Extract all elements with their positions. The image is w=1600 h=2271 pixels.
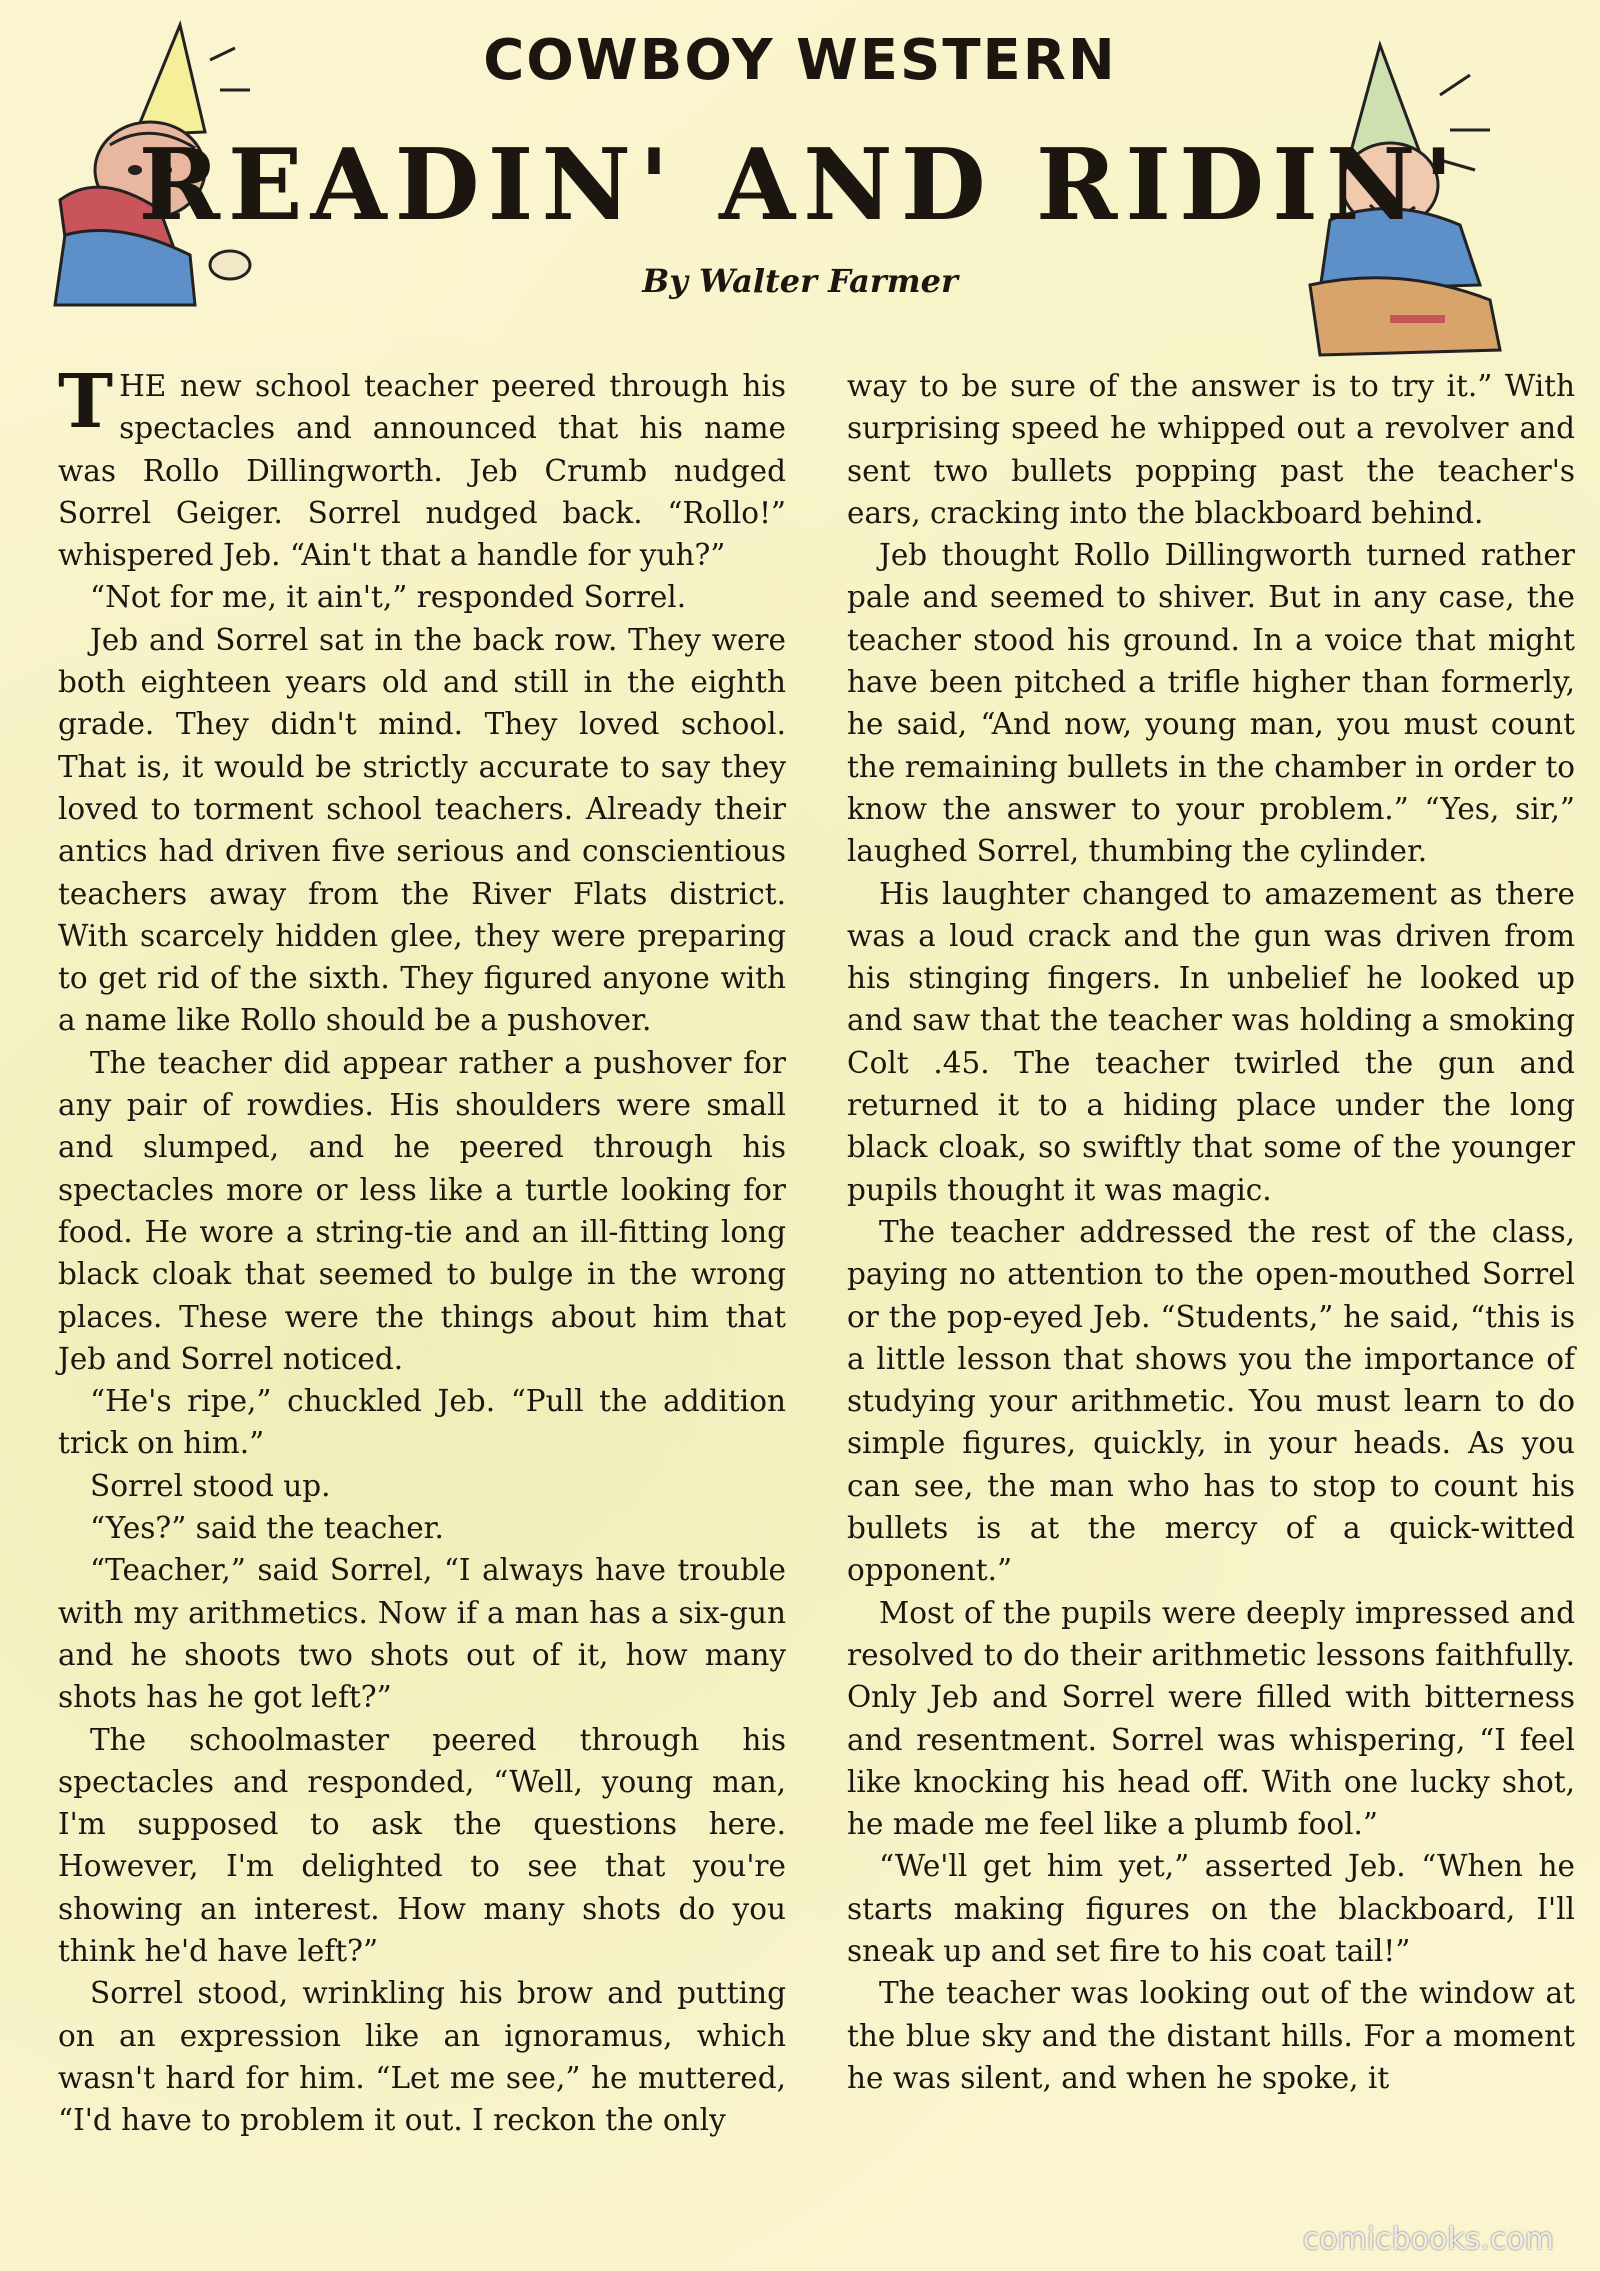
story-title: READIN' AND RIDIN' [138, 128, 1462, 243]
paragraph: “He's ripe,” chuckled Jeb. “Pull the addition trick on him.” [58, 1384, 786, 1461]
left-column [58, 359, 786, 2141]
paragraph: Most of the pupils were deeply impressed and resolved to do their arithmetic lessons faithfully. Only Jeb and Sorrel were filled with bitterness and resentment. Sorrel was whispering, “I feel like knocking his head off. With one lucky shot, he made me feel like a plumb fool.” [847, 1595, 1575, 1842]
watermark: comicbooks.com [1302, 2222, 1554, 2257]
paragraph: The teacher addressed the rest of the class, paying no attention to the open-mouthed Sorrel or the pop-eyed Jeb. “Students,” he said, “this is a little lesson that shows you the importance of studying your arithmetic. You must learn to do simple figures, quickly, in your heads. As you can see, the man who has to stop to count his bullets is at the mercy of a quick-witted opponent.” [847, 1214, 1575, 1588]
paragraph: “Teacher,” said Sorrel, “I always have trouble with my arithmetics. Now if a man has a six-gun and he shoots two shots out of it, how many shots has he got left?” [58, 1553, 786, 1715]
series-title: COWBOY WESTERN [483, 28, 1117, 93]
paragraph: way to be sure of the answer is to try it.” With surprising speed he whipped out a revolver and sent two bullets popping past the teacher's ears, cracking into the blackboard behind. [847, 369, 1575, 530]
paragraph: The teacher was looking out of the window at the blue sky and the distant hills. For a moment he was silent, and when he spoke, it [847, 1976, 1575, 2095]
right-column [847, 365, 1575, 2099]
paragraph: “Yes?” said the teacher. [90, 1511, 444, 1546]
paragraph: “Not for me, it ain't,” responded Sorrel. [90, 580, 687, 615]
paragraph: THE new school teacher peered through his spectacles and announced that his name was Rollo Dillingworth. Jeb Crumb nudged Sorrel Geiger. Sorrel nudged back. “Rollo!” whispered Jeb. “Ain't that a handle for yuh?” [58, 359, 786, 573]
drop-cap: T [58, 359, 114, 445]
paragraph: Sorrel stood up. [90, 1468, 331, 1503]
paragraph: “We'll get him yet,” asserted Jeb. “When he starts making figures on the blackboard, I'll sneak up and set fire to his coat tail!” [847, 1849, 1575, 1968]
paragraph: Jeb and Sorrel sat in the back row. They were both eighteen years old and still in the eighth grade. They didn't mind. They loved school. That is, it would be strictly accurate to say they loved to torment school teachers. Already their antics had driven five serious and conscientious teachers away from the River Flats district. With scarcely hidden glee, they were preparing to get rid of the sixth. They figured anyone with a name like Rollo should be a pushover. [58, 622, 786, 1038]
paragraph: Sorrel stood, wrinkling his brow and putting on an expression like an ignoramus, which wasn't hard for him. “Let me see,” he muttered, “I'd have to problem it out. I reckon the only [58, 1976, 786, 2138]
paragraph: Jeb thought Rollo Dillingworth turned rather pale and seemed to shiver. But in any case, the teacher stood his ground. In a voice that might have been pitched a trifle higher than formerly, he said, “And now, young man, you must count the remaining bullets in the chamber in order to know the answer to your problem.” “Yes, sir,” laughed Sorrel, thumbing the cylinder. [847, 538, 1575, 869]
paragraph: The schoolmaster peered through his spectacles and responded, “Well, young man, I'm supposed to ask the questions here. However, I'm delighted to see that you're showing an interest. How many shots do you think he'd have left?” [58, 1722, 786, 1968]
paragraph: His laughter changed to amazement as there was a loud crack and the gun was driven from his stinging fingers. In unbelief he looked up and saw that the teacher was holding a smoking Colt .45. The teacher twirled the gun and returned it to a hiding place under the long black cloak, so swiftly that some of the younger pupils thought it was magic. [847, 876, 1575, 1207]
byline: By Walter Farmer [642, 262, 958, 300]
paragraph: The teacher did appear rather a pushover for any pair of rowdies. His shoulders were small and slumped, and he peered through his spectacles more or less like a turtle looking for food. He wore a string-tie and an ill-fitting long black cloak that seemed to bulge in the wrong places. These were the things about him that Jeb and Sorrel noticed. [58, 1045, 786, 1376]
